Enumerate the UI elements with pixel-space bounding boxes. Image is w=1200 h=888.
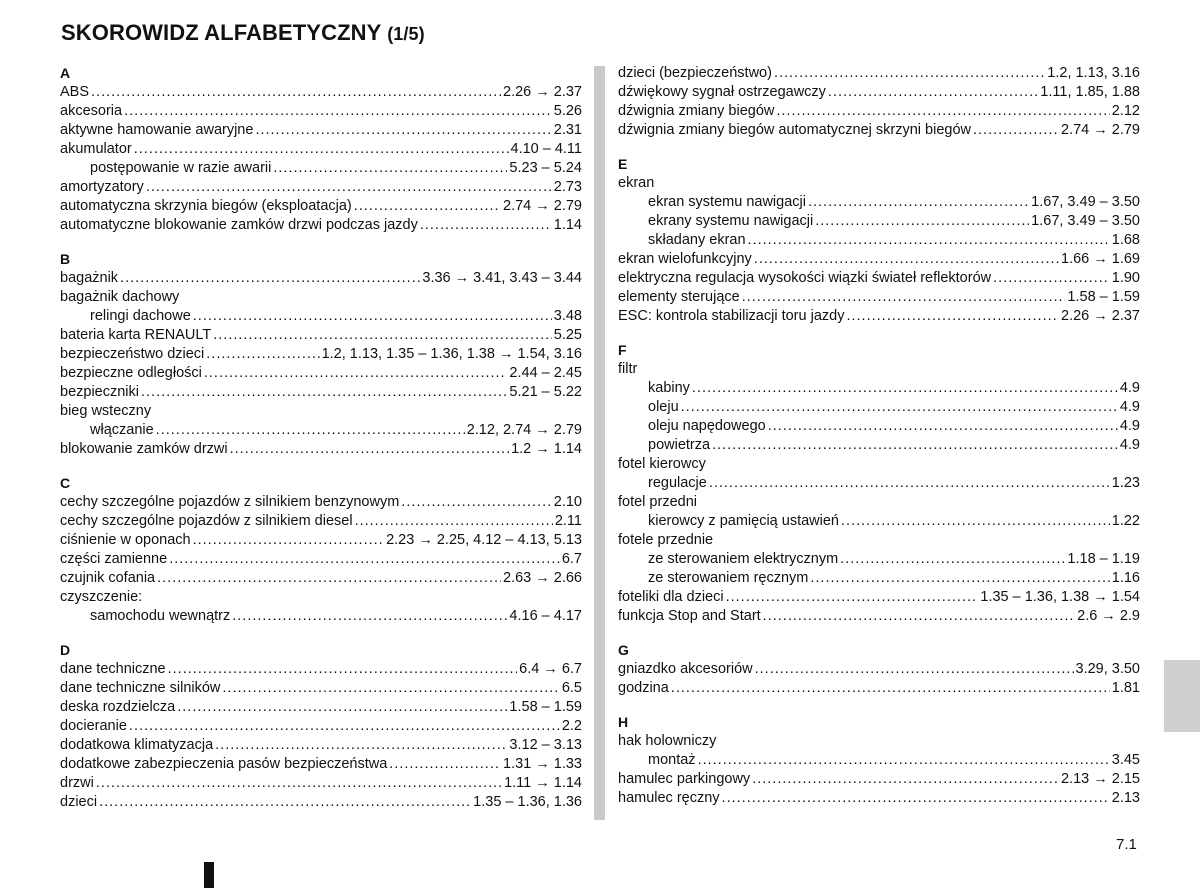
- dot-leader: [204, 364, 508, 383]
- index-entry: [618, 121, 1140, 140]
- index-entry: [618, 269, 1140, 288]
- index-entry: [618, 588, 1140, 607]
- entry-text: bezpieczne odległości: [60, 365, 202, 381]
- index-entry: [60, 550, 582, 569]
- index-subentry: [618, 474, 1140, 493]
- entry-pages: 2.11: [554, 513, 582, 529]
- section-letter: B: [60, 251, 71, 267]
- index-entry: [60, 288, 582, 307]
- index-entry: [618, 493, 1140, 512]
- entry-pages: 2.73: [553, 179, 582, 195]
- entry-text: cechy szczególne pojazdów z silnikiem benzynowym: [60, 494, 400, 510]
- dot-leader: [230, 440, 509, 459]
- dot-leader: [401, 493, 551, 512]
- index-subentry: [618, 398, 1140, 417]
- entry-text: elektryczna regulacja wysokości wiązki świateł reflektorów: [618, 270, 992, 286]
- dot-leader: [709, 474, 1110, 493]
- index-entry: [618, 789, 1140, 808]
- dot-leader: [681, 398, 1118, 417]
- entry-text: cechy szczególne pojazdów z silnikiem diesel: [60, 513, 353, 529]
- index-entry: [618, 250, 1140, 269]
- index-entry: [618, 360, 1140, 379]
- index-section: [60, 64, 582, 235]
- entry-pages: 1.2, 1.13, 1.35 – 1.36, 1.38 → 1.54, 3.16: [321, 346, 582, 362]
- entry-pages: 3.48: [553, 308, 582, 324]
- index-entry: [60, 269, 582, 288]
- entry-text: dane techniczne silników: [60, 680, 221, 696]
- entry-text: fotele przednie: [618, 532, 714, 548]
- index-section: [618, 713, 1140, 808]
- dot-leader: [840, 550, 1065, 569]
- entry-text: gniazdko akcesoriów: [618, 661, 753, 677]
- index-subentry: [618, 550, 1140, 569]
- entry-text: aktywne hamowanie awaryjne: [60, 122, 254, 138]
- entry-text: ze sterowaniem ręcznym: [648, 570, 809, 586]
- dot-leader: [698, 751, 1110, 770]
- entry-text: relingi dachowe: [90, 308, 191, 324]
- entry-pages: 2.74 → 2.79: [503, 198, 582, 214]
- entry-text: funkcja Stop and Start: [618, 608, 761, 624]
- index-subentry: [618, 212, 1140, 231]
- entry-pages: 1.22: [1111, 513, 1140, 529]
- entry-text: czyszczenie:: [60, 589, 143, 605]
- dot-leader: [726, 588, 979, 607]
- dot-leader: [748, 231, 1110, 250]
- entry-pages: 4.9: [1119, 437, 1140, 453]
- entry-pages: 4.9: [1119, 418, 1140, 434]
- entry-text: docieranie: [60, 718, 127, 734]
- index-subentry: [618, 193, 1140, 212]
- entry-text: hamulec ręczny: [618, 790, 720, 806]
- entry-text: ekran systemu nawigacji: [648, 194, 806, 210]
- entry-pages: 3.29, 3.50: [1075, 661, 1140, 677]
- entry-pages: 1.35 – 1.36, 1.36: [473, 794, 582, 810]
- dot-leader: [808, 193, 1029, 212]
- entry-pages: 1.11, 1.85, 1.88: [1040, 84, 1140, 100]
- dot-leader: [156, 421, 465, 440]
- index-section: [60, 250, 582, 459]
- dot-leader: [222, 679, 559, 698]
- page-title: [61, 20, 425, 46]
- entry-text: bezpieczniki: [60, 384, 139, 400]
- section-letter: H: [618, 714, 629, 730]
- entry-pages: 1.2, 1.13, 3.16: [1047, 65, 1140, 81]
- dot-leader: [177, 698, 507, 717]
- entry-text: bateria karta RENAULT: [60, 327, 212, 343]
- left-index-column: [60, 64, 582, 827]
- index-entry: [60, 345, 582, 364]
- index-entry: [60, 660, 582, 679]
- index-entry: [60, 793, 582, 812]
- section-letter: F: [618, 342, 627, 358]
- index-entry: [60, 698, 582, 717]
- dot-leader: [193, 531, 385, 550]
- entry-pages: 2.6 → 2.9: [1077, 608, 1140, 624]
- entry-pages: 5.23 – 5.24: [509, 160, 582, 176]
- entry-pages: 1.66 → 1.69: [1061, 251, 1140, 267]
- entry-pages: 2.2: [561, 718, 582, 734]
- entry-pages: 4.9: [1119, 380, 1140, 396]
- dot-leader: [754, 250, 1059, 269]
- entry-text: dodatkowe zabezpieczenia pasów bezpieczeństwa: [60, 756, 388, 772]
- index-entry: [60, 197, 582, 216]
- dot-leader: [815, 212, 1029, 231]
- index-entry: [60, 178, 582, 197]
- index-entry: [618, 660, 1140, 679]
- index-entry: [618, 679, 1140, 698]
- dot-leader: [193, 307, 552, 326]
- entry-text: bagażnik dachowy: [60, 289, 180, 305]
- entry-pages: 1.68: [1111, 232, 1140, 248]
- dot-leader: [776, 102, 1109, 121]
- entry-pages: 2.31: [553, 122, 582, 138]
- entry-text: kabiny: [648, 380, 690, 396]
- page-number: 7.1: [1116, 836, 1137, 853]
- entry-pages: 6.5: [561, 680, 582, 696]
- entry-text: dane techniczne: [60, 661, 166, 677]
- dot-leader: [354, 197, 501, 216]
- entry-pages: 4.10 – 4.11: [510, 141, 582, 157]
- entry-text: hak holowniczy: [618, 733, 717, 749]
- entry-pages: 1.67, 3.49 – 3.50: [1031, 194, 1140, 210]
- dot-leader: [120, 269, 420, 288]
- entry-text: dźwignia zmiany biegów: [618, 103, 775, 119]
- dot-leader: [215, 736, 507, 755]
- dot-leader: [141, 383, 507, 402]
- entry-text: dźwignia zmiany biegów automatycznej skrzyni biegów: [618, 122, 971, 138]
- index-entry: [618, 102, 1140, 121]
- dot-leader: [157, 569, 501, 588]
- dot-leader: [973, 121, 1059, 140]
- index-subentry: [60, 307, 582, 326]
- entry-text: fotel przedni: [618, 494, 697, 510]
- entry-text: dzieci (bezpieczeństwo): [618, 65, 772, 81]
- entry-text: bezpieczeństwo dzieci: [60, 346, 205, 362]
- entry-text: postępowanie w razie awarii: [90, 160, 272, 176]
- dot-leader: [273, 159, 507, 178]
- index-subentry: [618, 569, 1140, 588]
- dot-leader: [355, 512, 553, 531]
- index-entry: [60, 83, 582, 102]
- index-subentry: [618, 417, 1140, 436]
- dot-leader: [846, 307, 1059, 326]
- entry-pages: 2.13: [1111, 790, 1140, 806]
- dot-leader: [841, 512, 1110, 531]
- dot-leader: [993, 269, 1110, 288]
- column-divider: [594, 66, 605, 820]
- entry-pages: 3.36 → 3.41, 3.43 – 3.44: [422, 270, 582, 286]
- dot-leader: [755, 660, 1074, 679]
- section-letter: A: [60, 65, 71, 81]
- entry-pages: 3.12 – 3.13: [509, 737, 582, 753]
- entry-text: czujnik cofania: [60, 570, 156, 586]
- entry-text: włączanie: [90, 422, 154, 438]
- index-entry: [60, 755, 582, 774]
- entry-pages: 2.26 → 2.37: [1061, 308, 1140, 324]
- entry-text: bieg wsteczny: [60, 403, 152, 419]
- entry-text: amortyzatory: [60, 179, 144, 195]
- right-index-column: [618, 64, 1140, 823]
- entry-pages: 3.45: [1111, 752, 1140, 768]
- dot-leader: [134, 140, 509, 159]
- index-entry: [618, 83, 1140, 102]
- entry-pages: 1.18 – 1.19: [1067, 551, 1140, 567]
- dot-leader: [742, 288, 1066, 307]
- dot-leader: [828, 83, 1038, 102]
- index-entry: [618, 607, 1140, 626]
- dot-leader: [671, 679, 1110, 698]
- dot-leader: [168, 660, 518, 679]
- dot-leader: [763, 607, 1075, 626]
- chapter-tab: [1164, 660, 1200, 732]
- index-entry: [60, 569, 582, 588]
- entry-pages: 1.14: [553, 217, 582, 233]
- index-section: [618, 341, 1140, 626]
- index-subentry: [618, 512, 1140, 531]
- index-entry: [618, 455, 1140, 474]
- index-entry: [618, 531, 1140, 550]
- index-entry: [60, 402, 582, 421]
- index-entry: [60, 588, 582, 607]
- index-subentry: [618, 379, 1140, 398]
- index-entry: [60, 140, 582, 159]
- index-entry: [60, 364, 582, 383]
- index-entry: [60, 717, 582, 736]
- entry-text: samochodu wewnątrz: [90, 608, 231, 624]
- index-entry: [618, 307, 1140, 326]
- entry-pages: 5.26: [553, 103, 582, 119]
- index-section: [618, 641, 1140, 698]
- entry-text: akcesoria: [60, 103, 123, 119]
- section-letter: C: [60, 475, 71, 491]
- index-entry: [60, 736, 582, 755]
- dot-leader: [99, 793, 471, 812]
- entry-pages: 2.10: [553, 494, 582, 510]
- entry-text: składany ekran: [648, 232, 746, 248]
- index-section: [618, 64, 1140, 140]
- entry-pages: 1.16: [1111, 570, 1140, 586]
- dot-leader: [722, 789, 1110, 808]
- entry-pages: 2.26 → 2.37: [503, 84, 582, 100]
- entry-text: deska rozdzielcza: [60, 699, 176, 715]
- entry-pages: 1.67, 3.49 – 3.50: [1031, 213, 1140, 229]
- entry-text: ciśnienie w oponach: [60, 532, 191, 548]
- entry-text: ekran: [618, 175, 655, 191]
- dot-leader: [692, 379, 1118, 398]
- index-entry: [618, 770, 1140, 789]
- section-letter: D: [60, 642, 71, 658]
- index-entry: [60, 102, 582, 121]
- dot-leader: [768, 417, 1118, 436]
- section-letter: G: [618, 642, 629, 658]
- dot-leader: [712, 436, 1118, 455]
- entry-text: ESC: kontrola stabilizacji toru jazdy: [618, 308, 845, 324]
- entry-text: drzwi: [60, 775, 94, 791]
- entry-text: filtr: [618, 361, 638, 377]
- entry-text: fotel kierowcy: [618, 456, 706, 472]
- index-entry: [60, 121, 582, 140]
- entry-pages: 1.31 → 1.33: [503, 756, 582, 772]
- entry-pages: 6.4 → 6.7: [519, 661, 582, 677]
- index-entry: [618, 64, 1140, 83]
- index-entry: [60, 531, 582, 550]
- dot-leader: [420, 216, 552, 235]
- entry-pages: 5.25: [553, 327, 582, 343]
- print-mark: [204, 862, 214, 888]
- entry-text: oleju: [648, 399, 679, 415]
- dot-leader: [124, 102, 552, 121]
- dot-leader: [146, 178, 552, 197]
- index-subentry: [618, 436, 1140, 455]
- index-section: [60, 474, 582, 626]
- dot-leader: [810, 569, 1109, 588]
- entry-pages: 1.2 → 1.14: [511, 441, 582, 457]
- entry-text: kierowcy z pamięcią ustawień: [648, 513, 839, 529]
- index-section: [618, 155, 1140, 326]
- title-part: (1/5): [387, 24, 425, 44]
- entry-text: akumulator: [60, 141, 132, 157]
- entry-text: ekran wielofunkcyjny: [618, 251, 752, 267]
- entry-pages: 1.23: [1111, 475, 1140, 491]
- entry-pages: 2.23 → 2.25, 4.12 – 4.13, 5.13: [386, 532, 582, 548]
- entry-pages: 1.11 → 1.14: [504, 775, 582, 791]
- entry-pages: 4.9: [1119, 399, 1140, 415]
- entry-pages: 2.74 → 2.79: [1061, 122, 1140, 138]
- dot-leader: [774, 64, 1045, 83]
- index-entry: [618, 174, 1140, 193]
- entry-text: montaż: [648, 752, 696, 768]
- entry-text: dźwiękowy sygnał ostrzegawczy: [618, 84, 826, 100]
- entry-text: regulacje: [648, 475, 707, 491]
- index-section: [60, 641, 582, 812]
- entry-pages: 2.12: [1111, 103, 1140, 119]
- dot-leader: [129, 717, 560, 736]
- index-entry: [618, 288, 1140, 307]
- entry-text: blokowanie zamków drzwi: [60, 441, 228, 457]
- entry-text: hamulec parkingowy: [618, 771, 751, 787]
- entry-text: oleju napędowego: [648, 418, 766, 434]
- dot-leader: [91, 83, 501, 102]
- dot-leader: [169, 550, 560, 569]
- entry-text: dodatkowa klimatyzacja: [60, 737, 214, 753]
- index-entry: [618, 732, 1140, 751]
- dot-leader: [96, 774, 502, 793]
- entry-pages: 1.58 – 1.59: [509, 699, 582, 715]
- entry-pages: 4.16 – 4.17: [509, 608, 582, 624]
- dot-leader: [213, 326, 552, 345]
- index-subentry: [60, 421, 582, 440]
- index-entry: [60, 440, 582, 459]
- section-letter: E: [618, 156, 628, 172]
- entry-pages: 2.63 → 2.66: [503, 570, 582, 586]
- entry-text: elementy sterujące: [618, 289, 740, 305]
- entry-text: automatyczna skrzynia biegów (eksploatacja): [60, 198, 352, 214]
- entry-text: dzieci: [60, 794, 98, 810]
- index-entry: [60, 216, 582, 235]
- index-subentry: [618, 751, 1140, 770]
- dot-leader: [389, 755, 501, 774]
- index-subentry: [60, 159, 582, 178]
- index-entry: [60, 774, 582, 793]
- entry-pages: 1.81: [1111, 680, 1140, 696]
- entry-pages: 2.12, 2.74 → 2.79: [466, 422, 582, 438]
- entry-text: foteliki dla dzieci: [618, 589, 724, 605]
- entry-text: ekrany systemu nawigacji: [648, 213, 814, 229]
- entry-text: powietrza: [648, 437, 711, 453]
- index-entry: [60, 326, 582, 345]
- dot-leader: [206, 345, 319, 364]
- index-subentry: [618, 231, 1140, 250]
- entry-pages: 2.44 – 2.45: [509, 365, 582, 381]
- entry-pages: 1.58 – 1.59: [1067, 289, 1140, 305]
- entry-text: ABS: [60, 84, 90, 100]
- index-subentry: [60, 607, 582, 626]
- entry-text: godzina: [618, 680, 669, 696]
- entry-pages: 1.35 – 1.36, 1.38 → 1.54: [980, 589, 1140, 605]
- entry-text: ze sterowaniem elektrycznym: [648, 551, 839, 567]
- index-entry: [60, 512, 582, 531]
- entry-text: części zamienne: [60, 551, 168, 567]
- index-entry: [60, 679, 582, 698]
- dot-leader: [255, 121, 551, 140]
- entry-text: automatyczne blokowanie zamków drzwi podczas jazdy: [60, 217, 418, 233]
- entry-pages: 5.21 – 5.22: [509, 384, 582, 400]
- entry-pages: 2.13 → 2.15: [1061, 771, 1140, 787]
- title-main: SKOROWIDZ ALFABETYCZNY: [61, 20, 381, 45]
- entry-pages: 6.7: [561, 551, 582, 567]
- entry-text: bagażnik: [60, 270, 119, 286]
- index-entry: [60, 383, 582, 402]
- dot-leader: [232, 607, 507, 626]
- index-entry: [60, 493, 582, 512]
- entry-pages: 1.90: [1111, 270, 1140, 286]
- dot-leader: [752, 770, 1059, 789]
